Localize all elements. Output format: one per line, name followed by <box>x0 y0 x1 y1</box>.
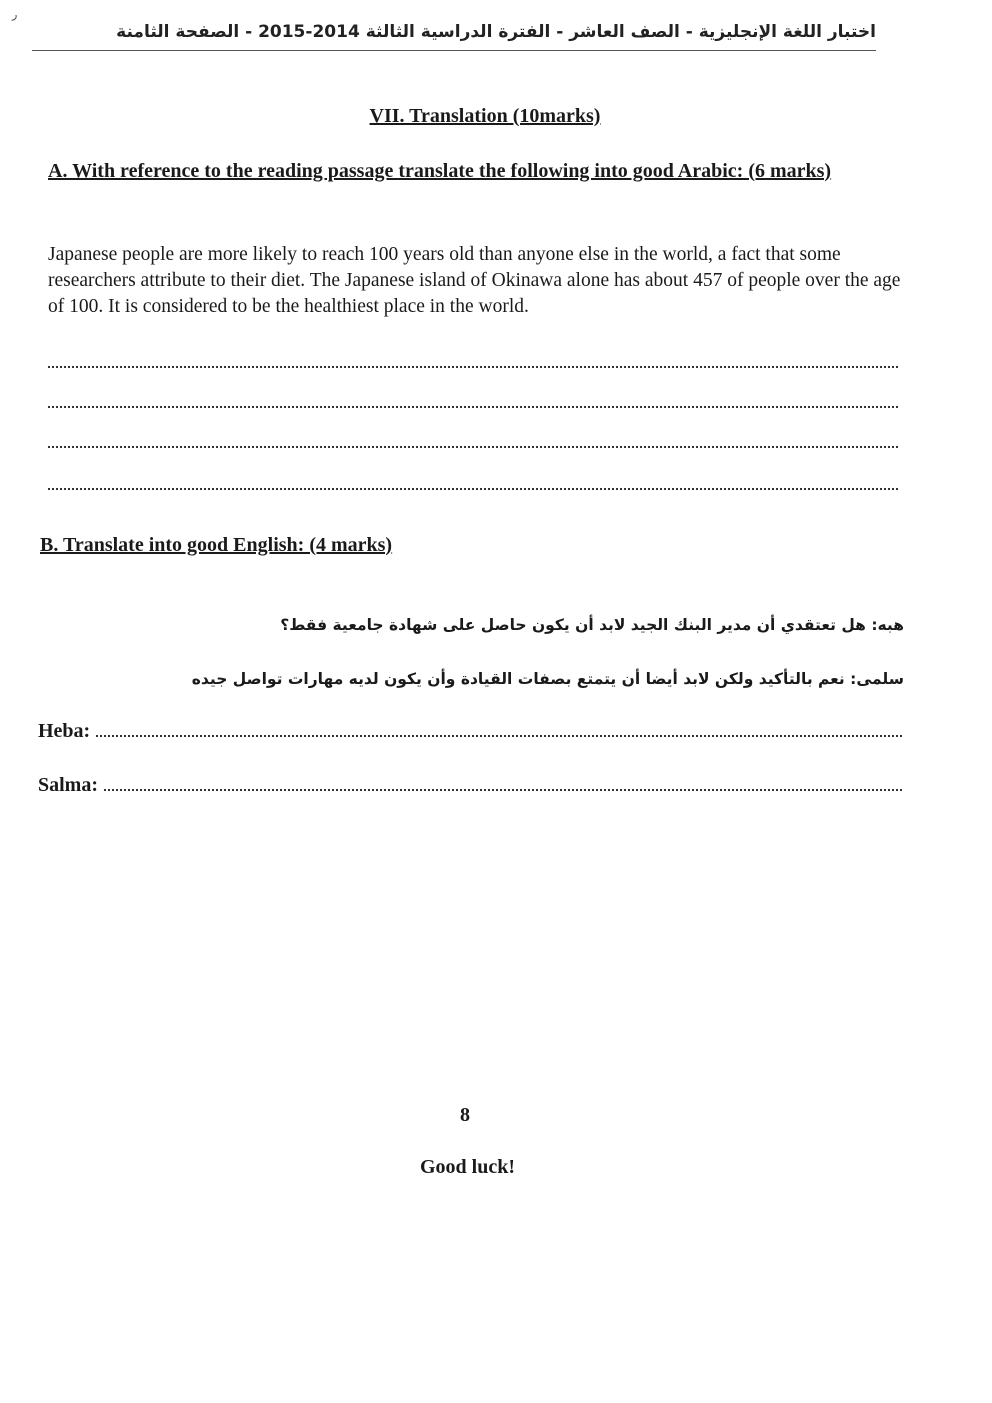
arabic-dialogue-heba: هبه: هل تعتقدي أن مدير البنك الجيد لابد أن يكون حاصل على شهادة جامعية فقط؟ <box>280 616 904 634</box>
answer-line-4[interactable] <box>48 488 898 490</box>
salma-answer-row <box>38 774 902 797</box>
answer-line-2[interactable] <box>48 406 898 408</box>
page-number: 8 <box>460 1104 470 1126</box>
good-luck-text: Good luck! <box>419 1156 516 1178</box>
heba-answer-row <box>38 720 902 743</box>
corner-mark: ﺭ <box>12 9 18 21</box>
arabic-dialogue-salma: سلمى: نعم بالتأكيد ولكن لابد أيضا أن يتمتع بصفات القيادة وأن يكون لديه مهارات تواصل جيده <box>191 670 904 688</box>
reading-passage: Japanese people are more likely to reach 100 years old than anyone else in the world, a fact that some researchers attribute to their diet. The Japanese island of Okinawa alone has about 457 of people over the age of 100. It is considered to be the healthiest place in the world. <box>48 244 901 317</box>
section-title: VII. Translation (10marks) <box>369 105 601 127</box>
part-a-heading: A. With reference to the reading passage translate the following into good Arabic: (6 marks) <box>48 160 832 182</box>
heba-label: Heba: <box>38 720 91 742</box>
page-header: اختبار اللغة الإنجليزية - الصف العاشر - الفترة الدراسية الثالثة 2014-2015 - الصفحة الثامنة <box>116 22 876 42</box>
salma-answer-line[interactable] <box>104 789 902 791</box>
part-b-heading: B. Translate into good English: (4 marks) <box>40 534 393 556</box>
header-rule <box>32 50 876 51</box>
answer-line-3[interactable] <box>48 446 898 448</box>
salma-label: Salma: <box>38 774 98 796</box>
answer-line-1[interactable] <box>48 366 898 368</box>
heba-answer-line[interactable] <box>96 735 902 737</box>
